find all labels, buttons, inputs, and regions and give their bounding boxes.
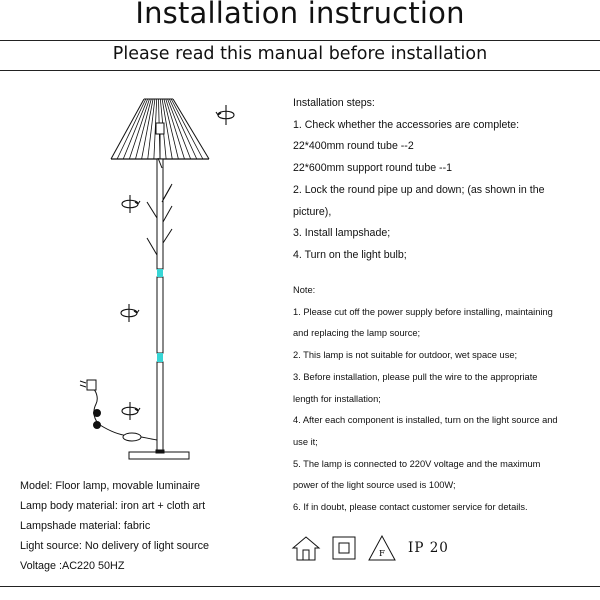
note-line: 5. The lamp is connected to 220V voltage and the maximum	[293, 458, 541, 469]
note-line: 6. If in doubt, please contact customer service for details.	[293, 502, 528, 513]
step-line: 1. Check whether the accessories are complete:	[293, 118, 520, 131]
spec-shade-material: Lampshade material: fabric	[20, 519, 151, 532]
rotate-icons	[121, 105, 234, 420]
notes-section	[293, 280, 558, 519]
installation-steps	[293, 93, 544, 267]
step-line: picture),	[293, 205, 332, 218]
spec-model: Model: Floor lamp, movable luminaire	[20, 480, 201, 492]
spec-light-source: Light source: No delivery of light source	[20, 539, 210, 552]
double-insulation-icon	[333, 537, 355, 559]
indoor-use-icon	[293, 537, 319, 560]
notes-heading: Note:	[293, 285, 316, 295]
page-subtitle: Please read this manual before installation	[112, 44, 488, 64]
step-line: 4. Turn on the light bulb;	[293, 248, 407, 261]
ip-rating: IP 20	[408, 540, 449, 556]
note-line: 4. After each component is installed, turn on the light source and	[293, 415, 558, 426]
spec-list	[20, 477, 209, 577]
steps-heading: Installation steps:	[293, 97, 375, 109]
page-title: Installation instruction	[135, 0, 465, 30]
note-line: 2. This lamp is not suitable for outdoor, wet space use;	[293, 350, 518, 361]
spec-body-material: Lamp body material: iron art + cloth art	[20, 499, 206, 512]
note-line: 1. Please cut off the power supply before installing, maintaining	[293, 306, 553, 317]
f-mark-label: F	[379, 549, 385, 559]
note-line: length for installation;	[293, 393, 381, 404]
note-line: and replacing the lamp source;	[293, 328, 421, 339]
footer-divider	[0, 586, 600, 587]
step-line: 2. Lock the round pipe up and down; (as shown in the	[293, 183, 545, 196]
note-line: power of the light source used is 100W;	[293, 480, 456, 491]
note-line: 3. Before installation, please pull the wire to the appropriate	[293, 371, 538, 382]
step-line: 22*600mm support round tube --1	[293, 162, 452, 175]
step-line: 3. Install lampshade;	[293, 227, 391, 240]
step-line: 22*400mm round tube --2	[293, 140, 414, 153]
note-line: use it;	[293, 436, 318, 447]
lampshade-icon	[111, 99, 209, 159]
spec-voltage: Voltage :AC220 50HZ	[20, 559, 125, 572]
